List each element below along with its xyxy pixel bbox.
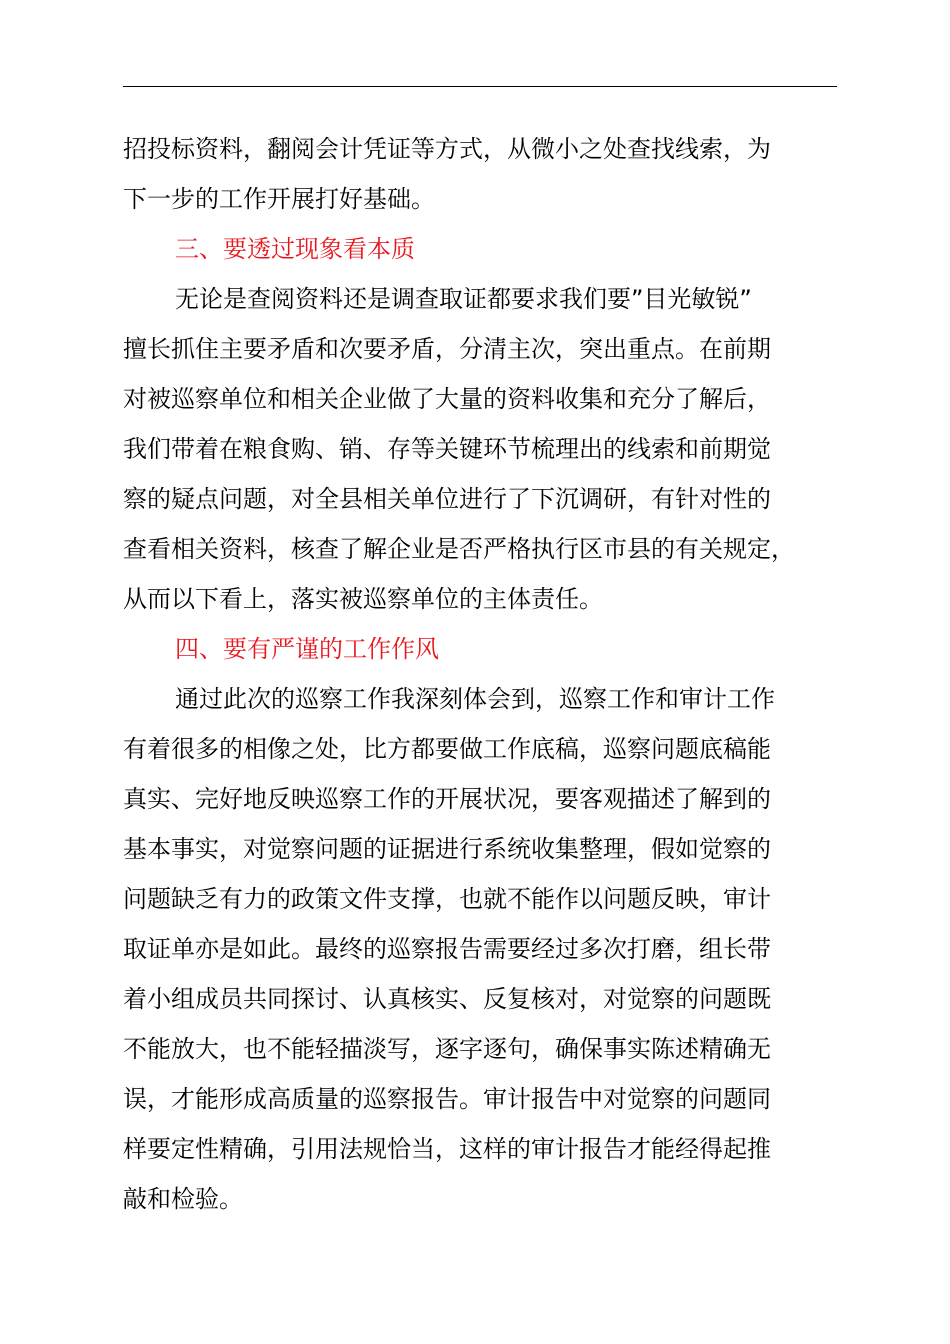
text-line: 下一步的工作开展打好基础。 xyxy=(123,185,435,213)
text-line: 真实、完好地反映巡察工作的开展状况，要客观描述了解到的 xyxy=(123,785,771,813)
text-line: 样要定性精确，引用法规恰当，这样的审计报告才能经得起推 xyxy=(123,1135,771,1163)
header-rule xyxy=(123,86,837,87)
text-line: 查看相关资料，核查了解企业是否严格执行区市县的有关规定， xyxy=(123,535,795,563)
text-line: 有着很多的相像之处，比方都要做工作底稿，巡察问题底稿能 xyxy=(123,735,771,763)
section-heading: 四、要有严谨的工作作风 xyxy=(175,635,439,663)
text-line: 察的疑点问题，对全县相关单位进行了下沉调研，有针对性的 xyxy=(123,485,771,513)
text-line: 不能放大，也不能轻描淡写，逐字逐句，确保事实陈述精确无 xyxy=(123,1035,771,1063)
text-line: 通过此次的巡察工作我深刻体会到，巡察工作和审计工作 xyxy=(175,685,775,713)
text-line: 敲和检验。 xyxy=(123,1185,243,1213)
text-line: 无论是查阅资料还是调查取证都要求我们要”目光敏锐” xyxy=(175,285,752,313)
text-line: 从而以下看上，落实被巡察单位的主体责任。 xyxy=(123,585,603,613)
document-body xyxy=(123,124,858,1224)
text-line: 我们带着在粮食购、销、存等关键环节梳理出的线索和前期觉 xyxy=(123,435,771,463)
text-line: 擅长抓住主要矛盾和次要矛盾，分清主次，突出重点。在前期 xyxy=(123,335,771,363)
text-line: 基本事实，对觉察问题的证据进行系统收集整理，假如觉察的 xyxy=(123,835,771,863)
text-line: 误，才能形成高质量的巡察报告。审计报告中对觉察的问题同 xyxy=(123,1085,771,1113)
text-line: 着小组成员共同探讨、认真核实、反复核对，对觉察的问题既 xyxy=(123,985,771,1013)
section-heading: 三、要透过现象看本质 xyxy=(175,235,415,263)
text-line: 取证单亦是如此。最终的巡察报告需要经过多次打磨，组长带 xyxy=(123,935,771,963)
text-line: 招投标资料，翻阅会计凭证等方式，从微小之处查找线索，为 xyxy=(123,135,771,163)
text-line: 对被巡察单位和相关企业做了大量的资料收集和充分了解后， xyxy=(123,385,771,413)
text-line: 问题缺乏有力的政策文件支撑，也就不能作以问题反映，审计 xyxy=(123,885,771,913)
